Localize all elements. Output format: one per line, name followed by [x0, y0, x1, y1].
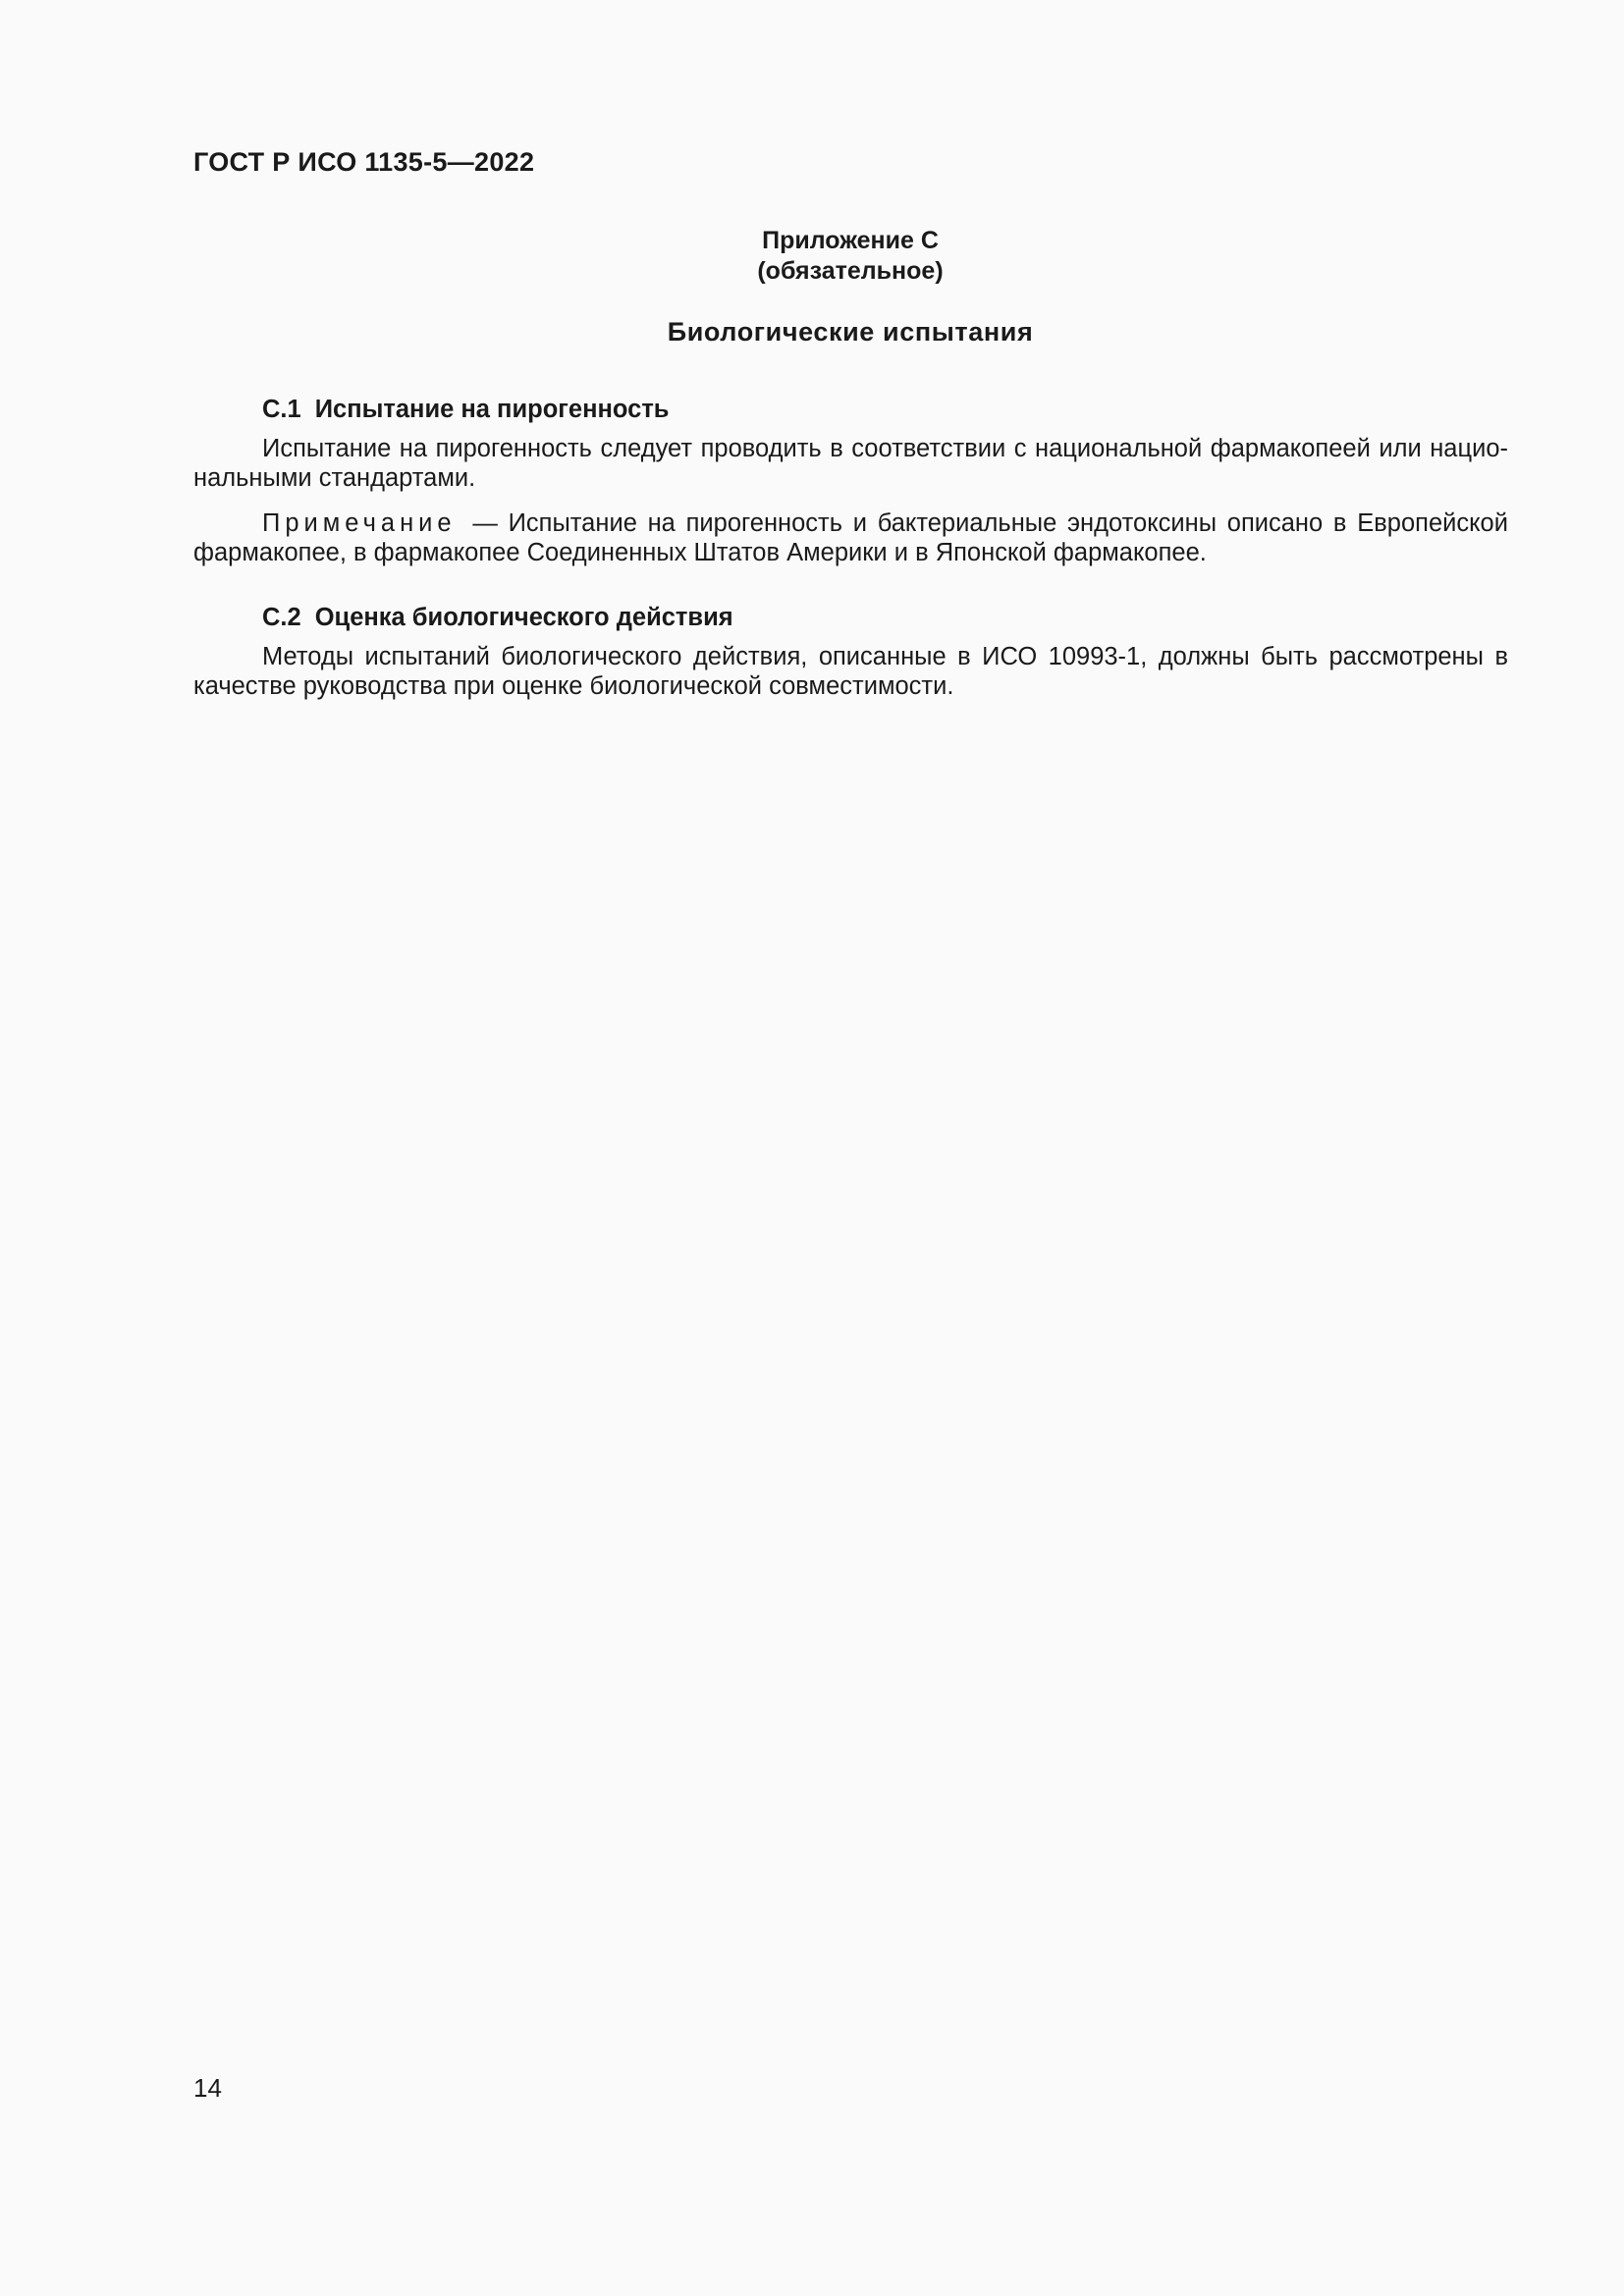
section-title: Оценка биологического действия: [314, 604, 733, 631]
section-gap: [193, 583, 1508, 603]
section-c2: [193, 603, 1508, 701]
section-paragraph: Испытание на пирогенность следует проводить в соответствии с национальной фармакопеей или национальными стандартами.: [193, 435, 1508, 492]
document-code: ГОСТ Р ИСО 1135-5—2022: [193, 147, 535, 177]
section-number: С.1: [262, 396, 301, 423]
annex-heading: Биологические испытания: [667, 317, 1034, 347]
note-paragraph: [193, 508, 1508, 567]
annex-title: Приложение С: [762, 227, 939, 254]
section-heading: [193, 603, 1508, 632]
document-body: [193, 395, 1508, 717]
section-title: Испытание на пирогенность: [314, 396, 670, 423]
section-paragraph: Методы испытаний биологического действия, описанные в ИСО 10993-1, должны быть рассмотрены в качестве руководства при оценке биологической совместимости.: [193, 643, 1508, 700]
note-text: — Испытание на пирогенность и бактериальные эндотоксины описано в Европейской фармакопее, в фармакопее Соединенных Штатов Америки и в Японской фармакопее.: [193, 509, 1508, 566]
note-label: Примечание: [262, 509, 457, 537]
annex-type: (обязательное): [757, 257, 944, 285]
page-number: 14: [193, 2073, 222, 2103]
section-number: С.2: [262, 604, 301, 631]
section-heading: [193, 395, 1508, 424]
section-c1: [193, 395, 1508, 567]
